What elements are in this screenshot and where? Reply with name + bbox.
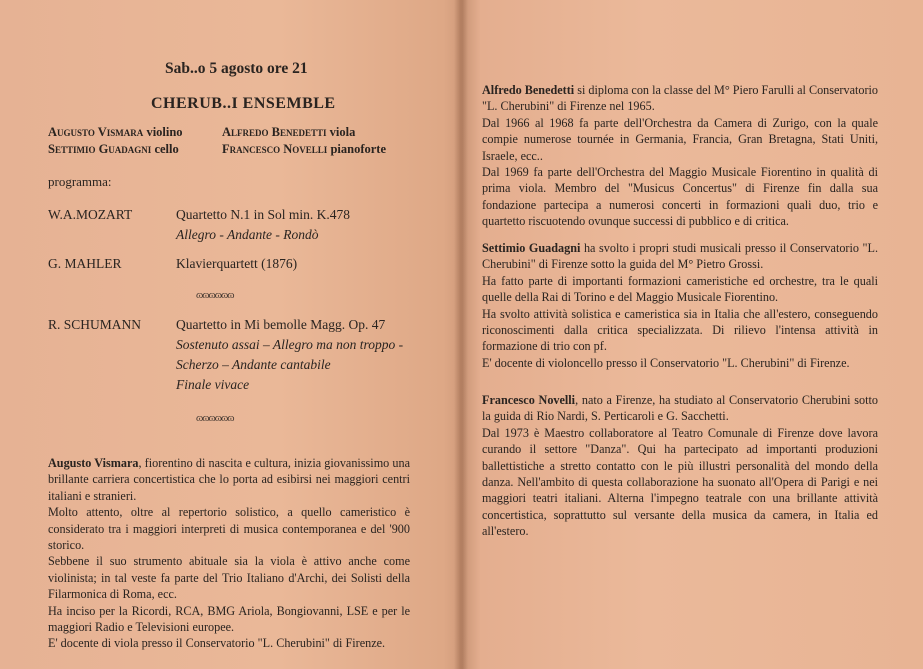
right-page (462, 0, 923, 669)
performer-name: Alfredo Benedetti (222, 125, 327, 139)
performer-name: Augusto Vismara (48, 125, 144, 139)
concert-date: Sab..o 5 agosto ore 21 (165, 60, 308, 77)
bio-text: Sebbene il suo strumento abituale sia la viola è attivo anche come violinista; in tal veste fa parte del Trio Italiano d'Archi, dei Solisti della Filarmonica di Roma, ecc. (48, 554, 410, 602)
performer-1 (48, 125, 183, 140)
bio-text: Ha svolto attività solistica e cameristica sia in Italia che all'estero, conseguendo riconoscimenti dalla critica specializzata. Di rilievo l'intensa attività in formazione di trio con pf. (482, 306, 878, 354)
bio-name: Augusto Vismara (48, 456, 139, 470)
work-title: Quartetto N.1 in Sol min. K.478 (176, 207, 350, 222)
bio-text: Dal 1973 è Maestro collaboratore al Teatro Comunale di Firenze dove lavora curando il settore "Danza". Qui ha partecipato ad importanti produzioni ballettistiche a stretto contatto con le più illustri personalità del mondo della danza. Nell'ambito di questa collaborazione ha suonato all'Opera di Parigi e nei maggiori teatri italiani. Alterna l'impegno teatrale con una brillante attività concertistica, soprattutto sul versante della musica da camera, in Italia ed all'estero. (482, 425, 878, 539)
performer-role: pianoforte (330, 142, 386, 156)
work-mahler (176, 254, 297, 274)
performer-role: cello (154, 142, 179, 156)
ensemble-title: CHERUB..I ENSEMBLE (151, 95, 336, 112)
performer-4 (222, 142, 386, 157)
work-title: Quartetto in Mi bemolle Magg. Op. 47 (176, 317, 386, 332)
performer-3 (48, 142, 179, 157)
bio-text: Ha fatto parte di importanti formazioni cameristiche ed orchestre, tra le quali quelle della Rai di Torino e del Maggio Musicale Fiorentino. (482, 273, 878, 305)
performer-role: violino (146, 125, 183, 139)
bio-name: Alfredo Benedetti (482, 83, 575, 97)
work-movement: Finale vivace (176, 377, 250, 392)
bio-benedetti (482, 82, 878, 230)
page-gutter (454, 0, 468, 669)
performer-name: Settimio Guadagni (48, 142, 152, 156)
program-label: programma: (48, 174, 112, 189)
work-schumann (176, 315, 403, 395)
composer-mozart: W.A.MOZART (48, 207, 133, 222)
work-title: Klavierquartett (1876) (176, 256, 298, 271)
bio-guadagni (482, 240, 878, 371)
work-movement: Sostenuto assai – Allegro ma non troppo - (176, 337, 404, 352)
performer-name: Francesco Novelli (222, 142, 328, 156)
work-movement: Scherzo – Andante cantabile (176, 357, 331, 372)
bio-name: Settimio Guadagni (482, 241, 581, 255)
bio-text: , fiorentino di nascita e cultura, inizia giovanissimo una brillante carriera concertistica che lo porta ad esibirsi nei maggiori centri italiani e stranieri. (48, 456, 410, 503)
bio-novelli (482, 392, 878, 540)
bio-text: , nato a Firenze, ha studiato al Conservatorio Cherubini sotto la guida di Rio Nardi, S. Perticaroli e G. Sacchetti. (482, 393, 878, 424)
work-mozart (176, 205, 350, 245)
bio-text: E' docente di viola presso il Conservatorio "L. Cherubini" di Firenze. (48, 636, 386, 651)
bio-text: E' docente di violoncello presso il Conservatorio "L. Cherubini" di Firenze. (482, 355, 850, 370)
performer-role: viola (329, 125, 356, 139)
ornament-divider: ɷɷɷɷɷɷ (196, 412, 234, 424)
composer-mahler: G. MAHLER (48, 256, 122, 271)
bio-name: Francesco Novelli (482, 393, 576, 407)
work-movements: Allegro - Andante - Rondò (176, 227, 319, 242)
performer-2 (222, 125, 355, 140)
bio-text: Molto attento, oltre al repertorio solistico, a quello cameristico è considerato tra i maggiori interpreti di musica contemporanea e del '900 storico. (48, 505, 410, 553)
bio-vismara (48, 455, 410, 652)
bio-text: Dal 1966 al 1968 fa parte dell'Orchestra da Camera di Zurigo, con la quale compie numerose tournée in Germania, Francia, Gran Bretagna, Stati Uniti, Israele, ecc.. (482, 115, 878, 163)
ornament-divider: ɷɷɷɷɷɷ (196, 289, 234, 301)
composer-schumann: R. SCHUMANN (48, 317, 142, 332)
bio-text: si diploma con la classe del M° Piero Farulli al Conservatorio "L. Cherubini" di Firenze nel 1965. (482, 83, 878, 114)
bio-text: ha svolto i propri studi musicali presso il Conservatorio "L. Cherubini" di Firenze sotto la guida del M° Pietro Grossi. (482, 241, 878, 272)
bio-text: Ha inciso per la Ricordi, RCA, BMG Ariola, Bongiovanni, LSE e per le maggiori Radio e Televisioni europee. (48, 603, 410, 635)
bio-text: Dal 1969 fa parte dell'Orchestra del Maggio Musicale Fiorentino in qualità di prima viola. Membro del "Musicus Concertus" di Firenze fin dalla sua fondazione partecipa a numerosi concerti in formazioni quali duo, trio e quartetto riscuotendo ovunque successi di pubblico e di critica. (482, 165, 878, 229)
